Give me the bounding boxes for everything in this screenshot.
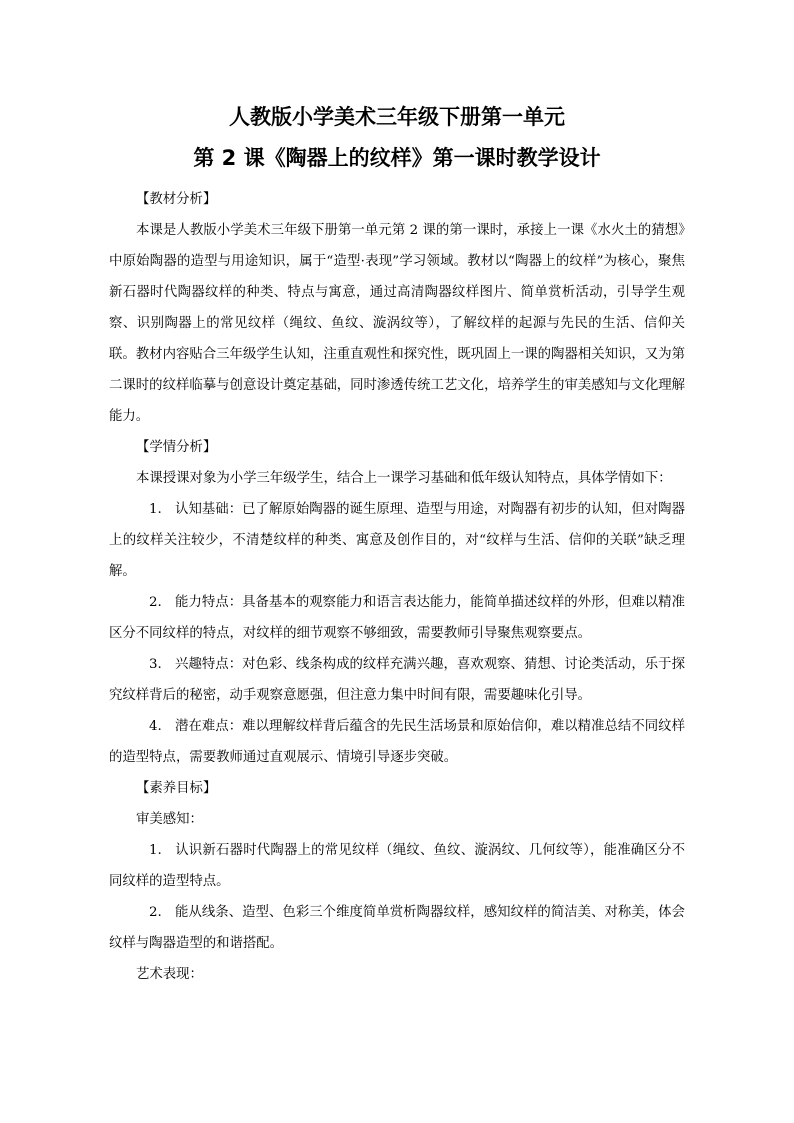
document-body <box>109 184 685 990</box>
list-number: 1. <box>149 843 162 858</box>
subheading-aesthetic: 审美感知： <box>136 812 203 827</box>
list-text: 能力特点：具备基本的观察能力和语言表达能力，能简单描述纹样的外形，但难以精准区分不同纹样的特点，对纹样的细节观察不够细致，需要教师引导聚焦观察要点。 <box>109 595 685 641</box>
paragraph-students-intro: 本课授课对象为小学三年级学生，结合上一课学习基础和低年级认知特点，具体学情如下： <box>136 471 672 486</box>
subheading-art-expression: 艺术表现： <box>136 967 203 982</box>
document-title-line2: 第 2 课《陶器上的纹样》第一课时教学设计 <box>193 146 601 170</box>
section-heading-textbook: 【教材分析】 <box>136 192 217 207</box>
list-text: 认知基础：已了解原始陶器的诞生原理、造型与用途，对陶器有初步的认知，但对陶器上的纹样关注较少，不清楚纹样的种类、寓意及创作目的，对“纹样与生活、信仰的关联”缺乏理解。 <box>109 502 685 579</box>
list-number: 2. <box>149 905 162 920</box>
list-item <box>109 835 685 897</box>
section-heading-students: 【学情分析】 <box>136 440 217 455</box>
section-heading-goals: 【素养目标】 <box>136 781 217 796</box>
list-text: 兴趣特点：对色彩、线条构成的纹样充满兴趣，喜欢观察、猜想、讨论类活动，乐于探究纹样背后的秘密，动手观察意愿强，但注意力集中时间有限，需要趣味化引导。 <box>109 657 685 703</box>
document-title-line1: 人教版小学美术三年级下册第一单元 <box>229 105 565 129</box>
list-item <box>109 587 685 649</box>
list-item <box>109 649 685 711</box>
list-number: 1. <box>149 502 162 517</box>
list-item <box>109 711 685 773</box>
list-item <box>109 494 685 587</box>
paragraph-textbook-analysis: 本课是人教版小学美术三年级下册第一单元第 2 课的第一课时，承接上一课《水火土的猜想》中原始陶器的造型与用途知识，属于“造型·表现”学习领域。教材以“陶器上的纹样”为核心，聚焦新石器时代陶器纹样的种类、特点与寓意，通过高清陶器纹样图片、简单赏析活动，引导学生观察、识别陶器上的常见纹样（绳纹、鱼纹、漩涡纹等），了解纹样的起源与先民的生活、信仰关联。教材内容贴合三年级学生认知，注重直观性和探究性，既巩固上一课的陶器相关知识，又为第二课时的纹样临摹与创意设计奠定基础，同时渗透传统工艺文化，培养学生的审美感知与文化理解能力。 <box>109 223 685 424</box>
list-item <box>109 897 685 959</box>
list-text: 潜在难点：难以理解纹样背后蕴含的先民生活场景和原始信仰，难以精准总结不同纹样的造型特点，需要教师通过直观展示、情境引导逐步突破。 <box>109 719 685 765</box>
list-number: 2. <box>149 595 162 610</box>
list-number: 4. <box>149 719 162 734</box>
list-text: 能从线条、造型、色彩三个维度简单赏析陶器纹样，感知纹样的简洁美、对称美，体会纹样与陶器造型的和谐搭配。 <box>109 905 685 951</box>
list-number: 3. <box>149 657 162 672</box>
list-text: 认识新石器时代陶器上的常见纹样（绳纹、鱼纹、漩涡纹、几何纹等），能准确区分不同纹样的造型特点。 <box>109 843 685 889</box>
